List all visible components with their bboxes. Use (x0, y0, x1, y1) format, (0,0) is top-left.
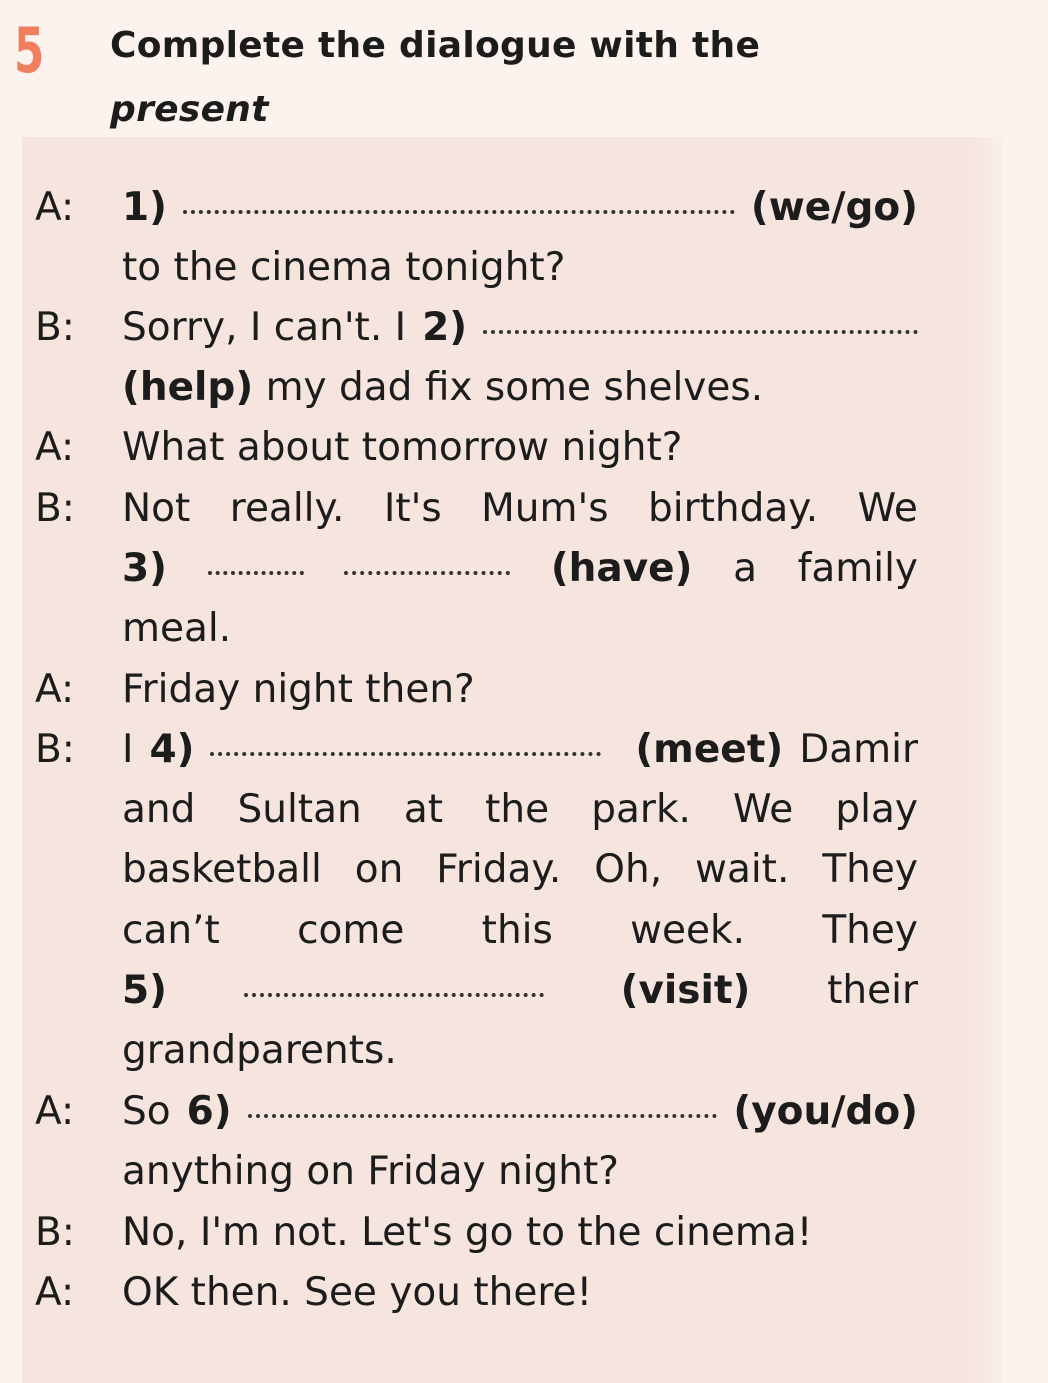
line-text: meal. (122, 606, 232, 651)
gap-number: 3) (122, 546, 167, 591)
word: It's (383, 486, 442, 531)
line-text (122, 358, 918, 418)
dialogue-line (0, 479, 1048, 539)
dialogue-line (0, 780, 1048, 840)
word: can’t (122, 908, 220, 953)
gap-number: 6) (186, 1089, 232, 1134)
word: a (733, 546, 757, 591)
line-text (122, 720, 918, 780)
line-text (122, 178, 918, 238)
word: They (822, 908, 918, 953)
line-text-part: my dad fix some shelves. (265, 365, 764, 410)
dialogue-line (0, 660, 1048, 720)
line-text (122, 901, 918, 961)
word: on (354, 847, 404, 892)
word: and (122, 787, 196, 832)
line-text: anything on Friday night? (122, 1149, 620, 1194)
word: birthday. (648, 486, 819, 531)
line-text: What about tomorrow night? (122, 425, 683, 470)
verb-prompt: (we/go) (750, 185, 918, 230)
word: They (822, 847, 918, 892)
word: family (797, 546, 918, 591)
dialogue-line (0, 599, 1048, 659)
dialogue-line (0, 1203, 1048, 1263)
word: play (835, 787, 918, 832)
dialogue-line (0, 539, 1048, 599)
dialogue-line (0, 840, 1048, 900)
speaker-label: A: (35, 1270, 75, 1315)
word: basketball (122, 847, 322, 892)
answer-gap-5[interactable] (244, 993, 544, 997)
dialogue-line (0, 901, 1048, 961)
speaker-label: B: (35, 486, 75, 531)
dialogue-line (0, 1082, 1048, 1142)
line-text (122, 479, 918, 539)
word: the (485, 787, 550, 832)
line-text: OK then. See you there! (122, 1270, 593, 1315)
line-text-part: I (122, 727, 134, 772)
word: Not (122, 486, 191, 531)
speaker-label: B: (35, 1210, 75, 1255)
word: at (403, 787, 444, 832)
answer-gap-3a[interactable] (208, 571, 304, 575)
word: their (827, 968, 918, 1013)
verb-prompt: (help) (122, 365, 254, 410)
line-text-part: Damir (799, 727, 918, 772)
answer-gap-6[interactable] (248, 1114, 718, 1118)
word: We (857, 486, 918, 531)
word: really. (229, 486, 345, 531)
answer-gap-4[interactable] (210, 752, 601, 756)
verb-prompt: (meet) (635, 727, 784, 772)
speaker-label: A: (35, 425, 75, 470)
dialogue-line (0, 358, 1048, 418)
line-text (122, 961, 918, 1021)
word: come (297, 908, 405, 953)
line-text: to the cinema tonight? (122, 245, 566, 290)
line-text: grandparents. (122, 1028, 397, 1073)
line-text-part: Sorry, I can't. I (122, 305, 407, 350)
gap-number: 4) (149, 727, 195, 772)
word: week. (630, 908, 746, 953)
dialogue-line (0, 298, 1048, 358)
line-text: Friday night then? (122, 667, 475, 712)
line-text (122, 298, 918, 358)
dialogue-line (0, 418, 1048, 478)
verb-prompt: (visit) (620, 968, 751, 1013)
answer-gap-3b[interactable] (344, 571, 510, 575)
line-text (122, 780, 918, 840)
gap-number: 2) (422, 305, 468, 350)
word: Sultan (237, 787, 362, 832)
dialogue-line (0, 961, 1048, 1021)
line-text-part: So (122, 1089, 171, 1134)
instruction-text: Complete the dialogue with the (110, 25, 761, 66)
answer-gap-1[interactable] (183, 210, 735, 214)
speaker-label: B: (35, 305, 75, 350)
word: this (481, 908, 553, 953)
line-text (122, 1082, 918, 1142)
speaker-label: A: (35, 667, 75, 712)
gap-number: 1) (122, 185, 167, 230)
word: Friday. (436, 847, 562, 892)
word: We (733, 787, 794, 832)
verb-prompt: (you/do) (733, 1089, 918, 1134)
speaker-label: B: (35, 727, 75, 772)
dialogue-line (0, 178, 1048, 238)
verb-prompt: (have) (550, 546, 693, 591)
line-text: No, I'm not. Let's go to the cinema! (122, 1210, 813, 1255)
word: Oh, (594, 847, 663, 892)
word: park. (591, 787, 691, 832)
gap-number: 5) (122, 968, 167, 1013)
instruction-emphasis: present (110, 89, 269, 130)
dialogue-line (0, 1142, 1048, 1202)
dialogue-line (0, 1263, 1048, 1323)
dialogue-line (0, 1021, 1048, 1081)
line-text (122, 539, 918, 599)
dialogue-line (0, 238, 1048, 298)
answer-gap-2[interactable] (483, 330, 918, 334)
dialogue-line (0, 720, 1048, 780)
word: wait. (695, 847, 790, 892)
speaker-label: A: (35, 185, 75, 230)
word: Mum's (481, 486, 609, 531)
speaker-label: A: (35, 1089, 75, 1134)
exercise-number: 5 (14, 14, 45, 87)
line-text (122, 840, 918, 900)
